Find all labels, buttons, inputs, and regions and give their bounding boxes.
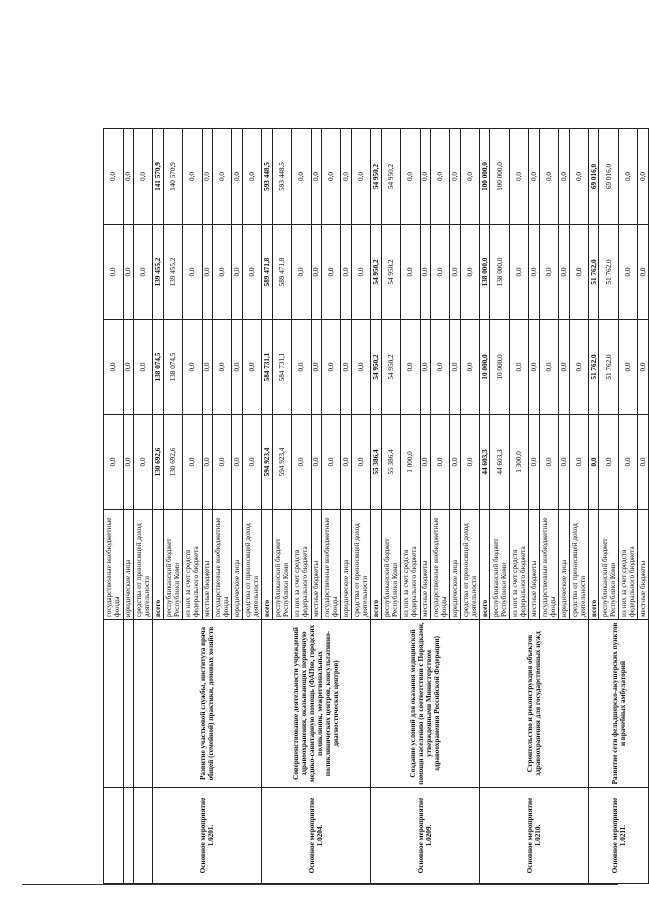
amount-cell: 0,0 <box>559 225 569 320</box>
funding-source-cell: из них за счет средств федерального бюджета <box>292 510 312 620</box>
funding-source-cell: из них за счет средств федерального бюджета <box>618 510 638 620</box>
table-row <box>480 129 490 884</box>
amount-cell: 54 950,2 <box>381 225 401 320</box>
funding-source-cell: всего <box>589 510 599 620</box>
amount-cell: 0,0 <box>430 129 450 225</box>
table-row <box>104 129 124 884</box>
amount-cell: 0,0 <box>618 415 638 510</box>
amount-cell: 0,0 <box>539 225 559 320</box>
measure-name-cell: Развитие сети фельдшерско-акушерских пунктов и врачебных амбулаторий <box>589 620 649 788</box>
funding-source-cell: республиканский бюджет Республики Коми <box>381 510 401 620</box>
amount-cell: 0,0 <box>430 415 450 510</box>
amount-cell: 130 692,6 <box>163 415 183 510</box>
amount-cell: 0,0 <box>202 415 212 510</box>
amount-cell: 69 016,0 <box>599 129 619 225</box>
amount-cell: 0,0 <box>232 320 242 415</box>
amount-cell: 0,0 <box>351 225 371 320</box>
amount-cell: 0,0 <box>351 129 371 225</box>
amount-cell: 0,0 <box>341 225 351 320</box>
funding-source-cell: республиканский бюджет Республики Коми <box>272 510 292 620</box>
funding-source-cell: средства от приносящей доход деятельности <box>569 510 589 620</box>
amount-cell: 0,0 <box>133 129 153 225</box>
amount-cell: 0,0 <box>420 129 430 225</box>
amount-cell: 0,0 <box>529 225 539 320</box>
table-row <box>123 129 133 884</box>
table-row <box>371 129 381 884</box>
funding-source-cell: из них за счет средств федерального бюджета <box>401 510 421 620</box>
measure-name-cell: Совершенствование деятельности учреждений здравоохранения, оказывающих первичную медико-санитарную помощь (ФАПов, городских поликлиник, межрегиональных поликлинических центров, консультативно-диагностических центров) <box>262 620 371 788</box>
amount-cell: 0,0 <box>638 415 649 510</box>
measure-number-cell <box>123 788 133 884</box>
amount-cell: 54 950,2 <box>371 320 381 415</box>
amount-cell: 0,0 <box>242 320 262 415</box>
amount-cell: 141 570,9 <box>153 129 163 225</box>
amount-cell: 0,0 <box>123 415 133 510</box>
measure-name-cell: Создание условий для оказания медицинской помощи населению (в соответствии с Порядками, утвержденными Министерством здравоохранения Российской Федерации) <box>371 620 480 788</box>
amount-cell: 0,0 <box>123 225 133 320</box>
amount-cell: 0,0 <box>183 225 203 320</box>
amount-cell: 0,0 <box>569 225 589 320</box>
amount-cell: 0,0 <box>460 320 480 415</box>
amount-cell: 0,0 <box>104 129 124 225</box>
amount-cell: 0,0 <box>183 415 203 510</box>
amount-cell: 138 074,5 <box>153 320 163 415</box>
amount-cell: 0,0 <box>569 129 589 225</box>
measure-number-cell: Основное мероприятие 1.0201. <box>153 788 262 884</box>
table-row <box>589 129 599 884</box>
funding-source-cell: республиканский бюджет Республики Коми <box>490 510 510 620</box>
amount-cell: 0,0 <box>589 415 599 510</box>
measure-name-cell <box>104 620 124 788</box>
amount-cell: 10 000,0 <box>490 320 510 415</box>
amount-cell: 55 386,4 <box>381 415 401 510</box>
amount-cell: 1 000,0 <box>401 415 421 510</box>
rotated-table-container <box>103 129 649 884</box>
amount-cell: 51 762,0 <box>599 225 619 320</box>
amount-cell: 584 731,1 <box>262 320 272 415</box>
amount-cell: 0,0 <box>460 415 480 510</box>
funding-source-cell: средства от приносящей доход деятельности <box>460 510 480 620</box>
amount-cell: 0,0 <box>212 225 232 320</box>
amount-cell: 0,0 <box>104 320 124 415</box>
measure-number-cell: Основное мероприятие 1.0210. <box>480 788 589 884</box>
amount-cell: 0,0 <box>450 129 460 225</box>
scan-edge-line <box>22 884 618 885</box>
amount-cell: 0,0 <box>351 415 371 510</box>
amount-cell: 0,0 <box>638 225 649 320</box>
amount-cell: 0,0 <box>638 320 649 415</box>
measure-name-cell <box>133 620 153 788</box>
amount-cell: 0,0 <box>569 320 589 415</box>
amount-cell: 54 950,2 <box>381 129 401 225</box>
amount-cell: 100 000,0 <box>480 129 490 225</box>
amount-cell: 0,0 <box>430 320 450 415</box>
funding-source-cell: государственные внебюджетные фонды <box>212 510 232 620</box>
amount-cell: 139 455,2 <box>153 225 163 320</box>
amount-cell: 0,0 <box>509 129 529 225</box>
funding-source-cell: средства от приносящей доход деятельности <box>351 510 371 620</box>
funding-source-cell: местные бюджеты <box>420 510 430 620</box>
amount-cell: 0,0 <box>311 129 321 225</box>
funding-source-cell: местные бюджеты <box>638 510 649 620</box>
funding-source-cell: местные бюджеты <box>311 510 321 620</box>
amount-cell: 140 570,9 <box>163 129 183 225</box>
funding-source-cell: юридические лица <box>341 510 351 620</box>
page-holder <box>20 0 648 905</box>
amount-cell: 51 762,0 <box>599 320 619 415</box>
measure-number-cell <box>133 788 153 884</box>
table-row <box>262 129 272 884</box>
amount-cell: 0,0 <box>232 225 242 320</box>
amount-cell: 0,0 <box>183 320 203 415</box>
amount-cell: 0,0 <box>242 415 262 510</box>
funding-source-cell: республиканский бюджет Республики Коми <box>599 510 619 620</box>
funding-source-cell: государственные внебюджетные фонды <box>321 510 341 620</box>
funding-table <box>103 128 649 884</box>
funding-source-cell: местные бюджеты <box>529 510 539 620</box>
amount-cell: 0,0 <box>460 129 480 225</box>
amount-cell: 0,0 <box>401 320 421 415</box>
amount-cell: 0,0 <box>450 415 460 510</box>
amount-cell: 589 471,8 <box>272 225 292 320</box>
amount-cell: 0,0 <box>529 129 539 225</box>
funding-source-cell: государственные внебюджетные фонды <box>539 510 559 620</box>
funding-source-cell: республиканский бюджет Республики Коми <box>163 510 183 620</box>
amount-cell: 0,0 <box>123 129 133 225</box>
amount-cell: 0,0 <box>292 320 312 415</box>
amount-cell: 0,0 <box>351 320 371 415</box>
amount-cell: 0,0 <box>341 415 351 510</box>
amount-cell: 0,0 <box>529 320 539 415</box>
amount-cell: 0,0 <box>321 415 341 510</box>
funding-source-cell: всего <box>371 510 381 620</box>
measure-number-cell <box>104 788 124 884</box>
measure-number-cell: Основное мероприятие 1.0211. <box>589 788 649 884</box>
amount-cell: 138 074,5 <box>163 320 183 415</box>
amount-cell: 0,0 <box>599 415 619 510</box>
amount-cell: 0,0 <box>401 225 421 320</box>
amount-cell: 0,0 <box>133 320 153 415</box>
amount-cell: 0,0 <box>321 129 341 225</box>
amount-cell: 0,0 <box>311 320 321 415</box>
amount-cell: 138 000,0 <box>480 225 490 320</box>
amount-cell: 0,0 <box>430 225 450 320</box>
amount-cell: 0,0 <box>292 415 312 510</box>
amount-cell: 0,0 <box>232 415 242 510</box>
amount-cell: 0,0 <box>242 225 262 320</box>
funding-source-cell: всего <box>262 510 272 620</box>
funding-source-cell: местные бюджеты <box>202 510 212 620</box>
amount-cell: 139 455,2 <box>163 225 183 320</box>
measure-number-cell: Основное мероприятие 1.0204. <box>262 788 371 884</box>
funding-source-cell: всего <box>153 510 163 620</box>
measure-name-cell <box>123 620 133 788</box>
amount-cell: 138 000,0 <box>490 225 510 320</box>
funding-source-cell: юридические лица <box>123 510 133 620</box>
amount-cell: 0,0 <box>420 415 430 510</box>
amount-cell: 0,0 <box>569 415 589 510</box>
amount-cell: 0,0 <box>559 129 569 225</box>
table-row <box>153 129 163 884</box>
amount-cell: 55 386,4 <box>371 415 381 510</box>
amount-cell: 0,0 <box>618 129 638 225</box>
amount-cell: 0,0 <box>321 225 341 320</box>
amount-cell: 0,0 <box>292 129 312 225</box>
table-row <box>133 129 153 884</box>
funding-source-cell: всего <box>480 510 490 620</box>
funding-source-cell: средства от приносящей доход деятельности <box>242 510 262 620</box>
amount-cell: 0,0 <box>341 129 351 225</box>
funding-source-cell: юридические лица <box>232 510 242 620</box>
amount-cell: 0,0 <box>123 320 133 415</box>
amount-cell: 0,0 <box>341 320 351 415</box>
amount-cell: 0,0 <box>202 320 212 415</box>
amount-cell: 589 471,8 <box>262 225 272 320</box>
amount-cell: 0,0 <box>133 225 153 320</box>
amount-cell: 0,0 <box>212 320 232 415</box>
amount-cell: 44 603,3 <box>480 415 490 510</box>
amount-cell: 0,0 <box>539 415 559 510</box>
amount-cell: 0,0 <box>212 129 232 225</box>
amount-cell: 44 603,3 <box>490 415 510 510</box>
amount-cell: 54 950,2 <box>381 320 401 415</box>
amount-cell: 0,0 <box>420 320 430 415</box>
funding-source-cell: из них за счет средств федерального бюджета <box>509 510 529 620</box>
amount-cell: 0,0 <box>104 225 124 320</box>
funding-source-cell: юридические лица <box>450 510 460 620</box>
amount-cell: 594 923,4 <box>272 415 292 510</box>
amount-cell: 10 000,0 <box>480 320 490 415</box>
funding-source-cell: из них за счет средств федерального бюджета <box>183 510 203 620</box>
amount-cell: 1 300,0 <box>509 415 529 510</box>
amount-cell: 0,0 <box>509 225 529 320</box>
funding-source-cell: государственные внебюджетные фонды <box>104 510 124 620</box>
amount-cell: 51 762,0 <box>589 320 599 415</box>
amount-cell: 0,0 <box>539 129 559 225</box>
amount-cell: 0,0 <box>450 320 460 415</box>
amount-cell: 0,0 <box>450 225 460 320</box>
amount-cell: 51 762,0 <box>589 225 599 320</box>
amount-cell: 0,0 <box>242 129 262 225</box>
amount-cell: 584 731,1 <box>272 320 292 415</box>
amount-cell: 0,0 <box>618 225 638 320</box>
amount-cell: 0,0 <box>529 415 539 510</box>
amount-cell: 0,0 <box>460 225 480 320</box>
amount-cell: 54 950,2 <box>371 129 381 225</box>
amount-cell: 0,0 <box>133 415 153 510</box>
amount-cell: 0,0 <box>539 320 559 415</box>
amount-cell: 0,0 <box>202 225 212 320</box>
funding-table-body <box>104 129 649 884</box>
amount-cell: 593 448,5 <box>272 129 292 225</box>
amount-cell: 0,0 <box>559 320 569 415</box>
amount-cell: 0,0 <box>618 320 638 415</box>
amount-cell: 54 950,2 <box>371 225 381 320</box>
amount-cell: 0,0 <box>212 415 232 510</box>
measure-name-cell: Строительство и реконструкция объектов здравоохранения для государственных нужд <box>480 620 589 788</box>
amount-cell: 0,0 <box>559 415 569 510</box>
amount-cell: 0,0 <box>311 225 321 320</box>
amount-cell: 0,0 <box>202 129 212 225</box>
amount-cell: 69 016,0 <box>589 129 599 225</box>
amount-cell: 0,0 <box>638 129 649 225</box>
amount-cell: 0,0 <box>321 320 341 415</box>
measure-name-cell: Развитие участковой службы, института врача общей (семейной) практики, домовых хозяйств <box>153 620 262 788</box>
amount-cell: 0,0 <box>509 320 529 415</box>
amount-cell: 594 923,4 <box>262 415 272 510</box>
measure-number-cell: Основное мероприятие 1.0209. <box>371 788 480 884</box>
amount-cell: 0,0 <box>104 415 124 510</box>
amount-cell: 593 448,5 <box>262 129 272 225</box>
amount-cell: 0,0 <box>232 129 242 225</box>
amount-cell: 0,0 <box>183 129 203 225</box>
funding-source-cell: государственные внебюджетные фонды <box>430 510 450 620</box>
funding-source-cell: средства от приносящей доход деятельности <box>133 510 153 620</box>
amount-cell: 0,0 <box>311 415 321 510</box>
amount-cell: 0,0 <box>420 225 430 320</box>
amount-cell: 130 692,6 <box>153 415 163 510</box>
amount-cell: 0,0 <box>292 225 312 320</box>
amount-cell: 100 000,0 <box>490 129 510 225</box>
funding-source-cell: юридические лица <box>559 510 569 620</box>
amount-cell: 0,0 <box>401 129 421 225</box>
